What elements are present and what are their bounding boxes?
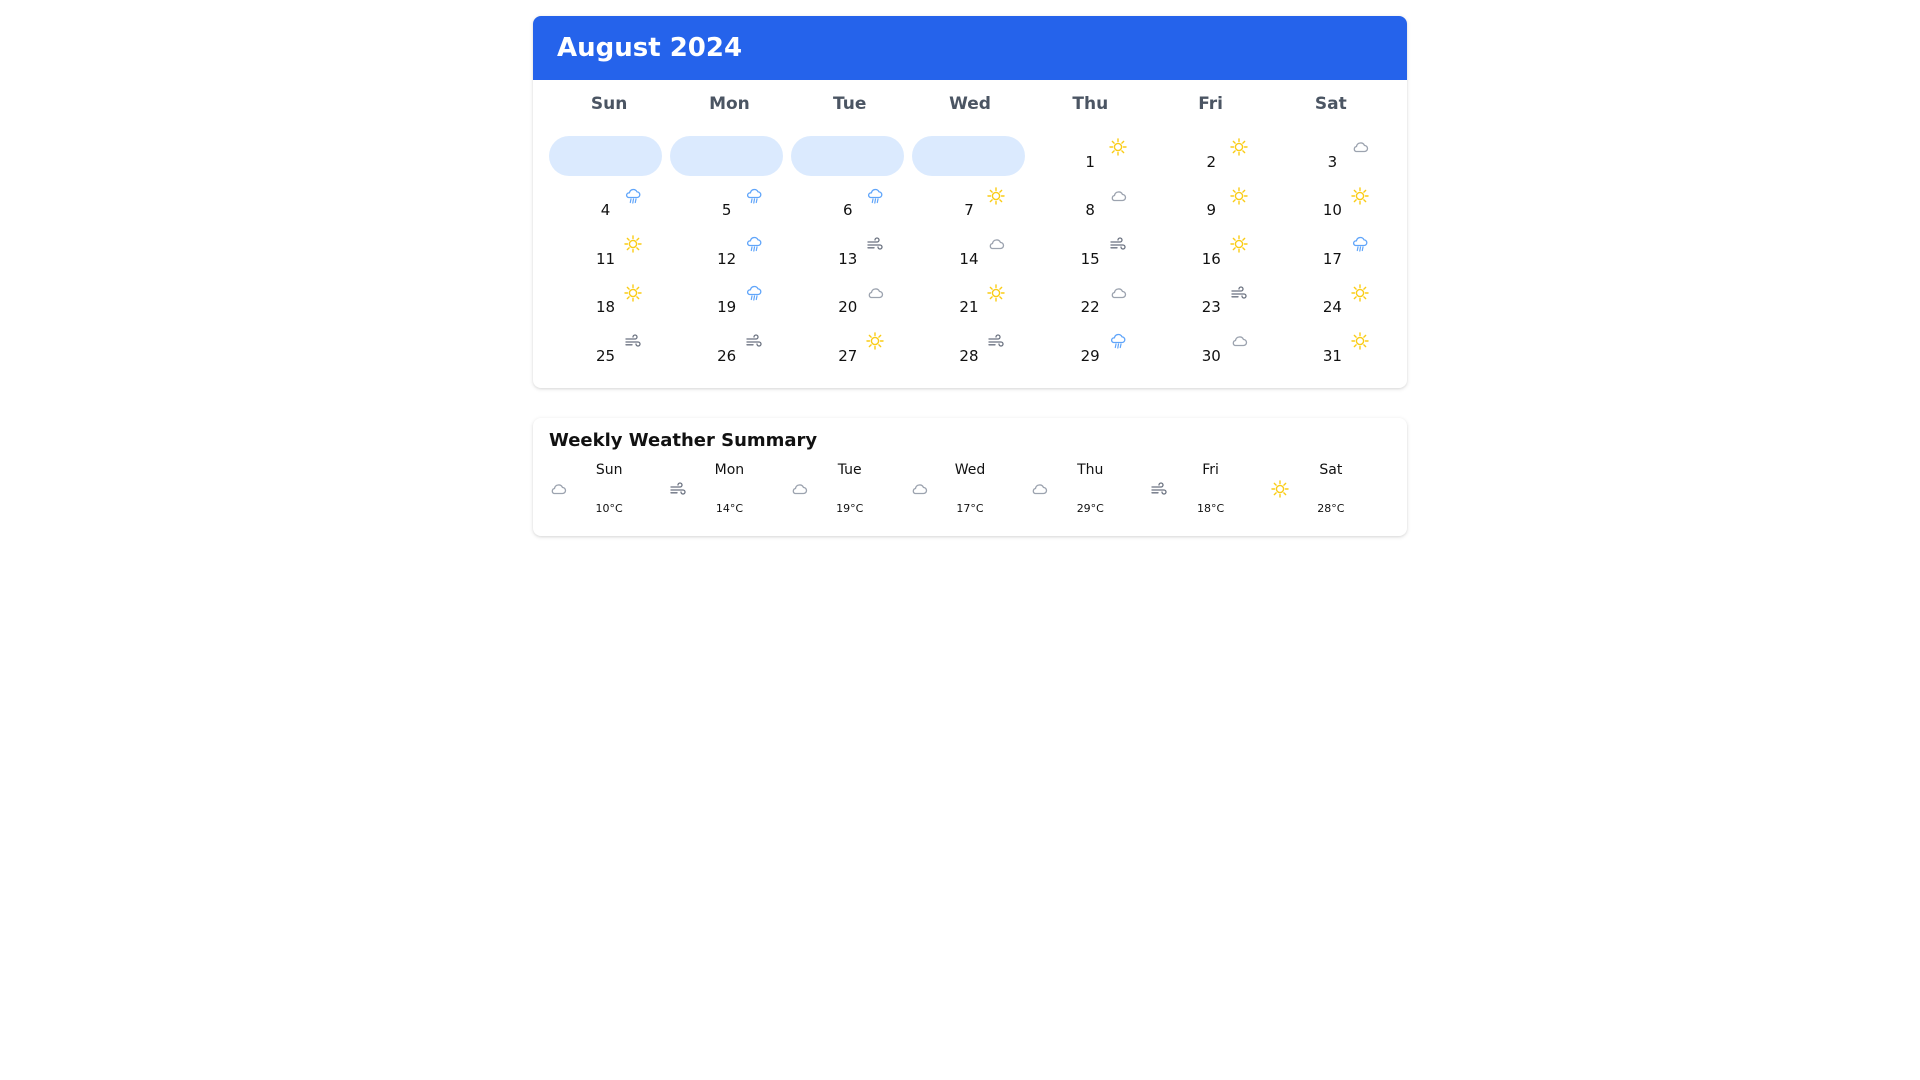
day-number: 20 [838,298,858,317]
empty-day-cell [670,136,783,176]
wind-icon [1109,235,1127,253]
day-number: 1 [1085,152,1095,171]
rain-icon [1109,332,1127,350]
summary-temperature: 18°C [1196,502,1225,515]
day-cell[interactable] [549,330,662,370]
calendar-header [533,16,1407,80]
day-number: 15 [1080,249,1100,268]
wind-icon [669,480,687,498]
sun-icon [987,187,1005,205]
day-cell[interactable] [912,233,1025,273]
sun-icon [1271,480,1289,498]
day-number: 7 [964,201,974,220]
empty-day-cell [791,136,904,176]
month-title: August 2024 [557,33,743,63]
summary-day-label: Mon [714,462,745,478]
cloud-icon [1109,187,1127,205]
cloud-icon [790,480,808,498]
day-number: 16 [1201,249,1221,268]
day-cell[interactable] [549,282,662,322]
calendar-card [533,16,1407,388]
day-number: 25 [595,346,616,365]
wind-icon [987,332,1005,350]
empty-day-cell [549,136,662,176]
rain-icon [745,284,763,302]
day-cell[interactable] [791,233,904,273]
sun-icon [1351,187,1369,205]
day-cell[interactable] [1155,136,1268,176]
rain-icon [745,187,763,205]
day-number: 22 [1080,298,1100,317]
summary-day-label: Wed [954,462,986,478]
summary-temperature: 19°C [836,502,864,515]
day-number: 28 [959,346,979,365]
day-cell[interactable] [1276,330,1389,370]
day-cell[interactable] [549,185,662,225]
day-number: 31 [1322,346,1342,365]
summary-day-label: Thu [1077,462,1104,478]
day-cell[interactable] [1155,282,1268,322]
summary-day-label: Tue [837,462,862,478]
day-number: 27 [838,346,858,365]
day-number: 17 [1322,249,1342,268]
rain-icon [745,235,763,253]
empty-day-cell [912,136,1025,176]
day-number: 18 [595,298,616,317]
day-cell[interactable] [1276,136,1389,176]
wind-icon [866,235,884,253]
sun-icon [1230,235,1248,253]
day-number: 23 [1201,298,1221,317]
rain-icon [866,187,884,205]
day-number: 29 [1080,346,1100,365]
sun-icon [624,284,642,302]
day-number: 4 [600,201,611,220]
cloud-icon [1109,284,1127,302]
day-number: 6 [843,201,853,220]
day-cell[interactable] [912,282,1025,322]
cloud-icon [549,480,567,498]
summary-title: Weekly Weather Summary [549,430,818,451]
sun-icon [624,235,642,253]
summary-row [549,462,1391,526]
day-number: 10 [1322,201,1342,220]
day-number: 2 [1206,152,1217,171]
day-cell[interactable] [1155,185,1268,225]
weekday-label: Sun [590,94,628,114]
sun-icon [1351,332,1369,350]
day-cell[interactable] [670,282,783,322]
summary-temperature: 10°C [595,502,623,515]
weekday-label: Thu [1072,94,1109,114]
summary-temperature: 28°C [1317,502,1345,515]
day-cell[interactable] [1034,282,1147,322]
summary-day-item [1150,462,1270,526]
cloud-icon [1230,332,1248,350]
summary-day-item [1271,462,1391,526]
day-number: 11 [595,249,616,268]
day-number: 26 [717,346,737,365]
wind-icon [1230,284,1248,302]
weekday-label: Tue [833,94,867,114]
weekday-label: Sat [1314,94,1347,114]
day-number: 5 [721,201,732,220]
day-cell[interactable] [1034,136,1147,176]
cloud-icon [910,480,928,498]
day-cell[interactable] [549,233,662,273]
summary-temperature: 14°C [715,502,744,515]
summary-day-item [1030,462,1150,526]
day-cell[interactable] [1155,330,1268,370]
day-cell[interactable] [1034,185,1147,225]
sun-icon [1351,284,1369,302]
day-cell[interactable] [1276,185,1389,225]
day-number: 3 [1327,152,1338,171]
day-number: 24 [1322,298,1342,317]
summary-temperature: 29°C [1076,502,1104,515]
day-number: 30 [1201,346,1221,365]
day-number: 19 [717,298,737,317]
day-cell[interactable] [791,330,904,370]
day-cell[interactable] [912,185,1025,225]
day-number: 21 [959,298,979,317]
day-cell[interactable] [912,330,1025,370]
day-cell[interactable] [1276,282,1389,322]
day-cell[interactable] [1276,233,1389,273]
day-number: 14 [959,249,979,268]
day-number: 13 [838,249,858,268]
sun-icon [1230,138,1248,156]
weekday-label: Fri [1198,94,1223,114]
day-cell[interactable] [670,233,783,273]
day-cell[interactable] [1034,233,1147,273]
sun-icon [866,332,884,350]
day-number: 12 [717,249,737,268]
summary-day-item [669,462,789,526]
day-number: 9 [1206,201,1217,220]
cloud-icon [1030,480,1048,498]
wind-icon [624,332,642,350]
weekday-label: Wed [949,94,991,114]
cloud-icon [1351,138,1369,156]
day-cell[interactable] [670,185,783,225]
rain-icon [1351,235,1369,253]
cloud-icon [866,284,884,302]
rain-icon [624,187,642,205]
day-number: 8 [1085,201,1095,220]
summary-temperature: 17°C [956,502,984,515]
wind-icon [745,332,763,350]
sun-icon [1230,187,1248,205]
day-cell[interactable] [1034,330,1147,370]
day-cell[interactable] [791,185,904,225]
cloud-icon [987,235,1005,253]
sun-icon [1109,138,1127,156]
summary-day-item [790,462,910,526]
sun-icon [987,284,1005,302]
day-cell[interactable] [670,330,783,370]
summary-day-label: Sat [1319,462,1343,478]
weekly-summary-card [533,418,1407,536]
weekday-label: Mon [709,94,750,114]
day-cell[interactable] [791,282,904,322]
day-cell[interactable] [1155,233,1268,273]
summary-day-label: Fri [1202,462,1219,478]
calendar-day-grid [549,136,1391,370]
summary-day-label: Sun [595,462,623,478]
summary-day-item [910,462,1030,526]
wind-icon [1150,480,1168,498]
summary-day-item [549,462,669,526]
